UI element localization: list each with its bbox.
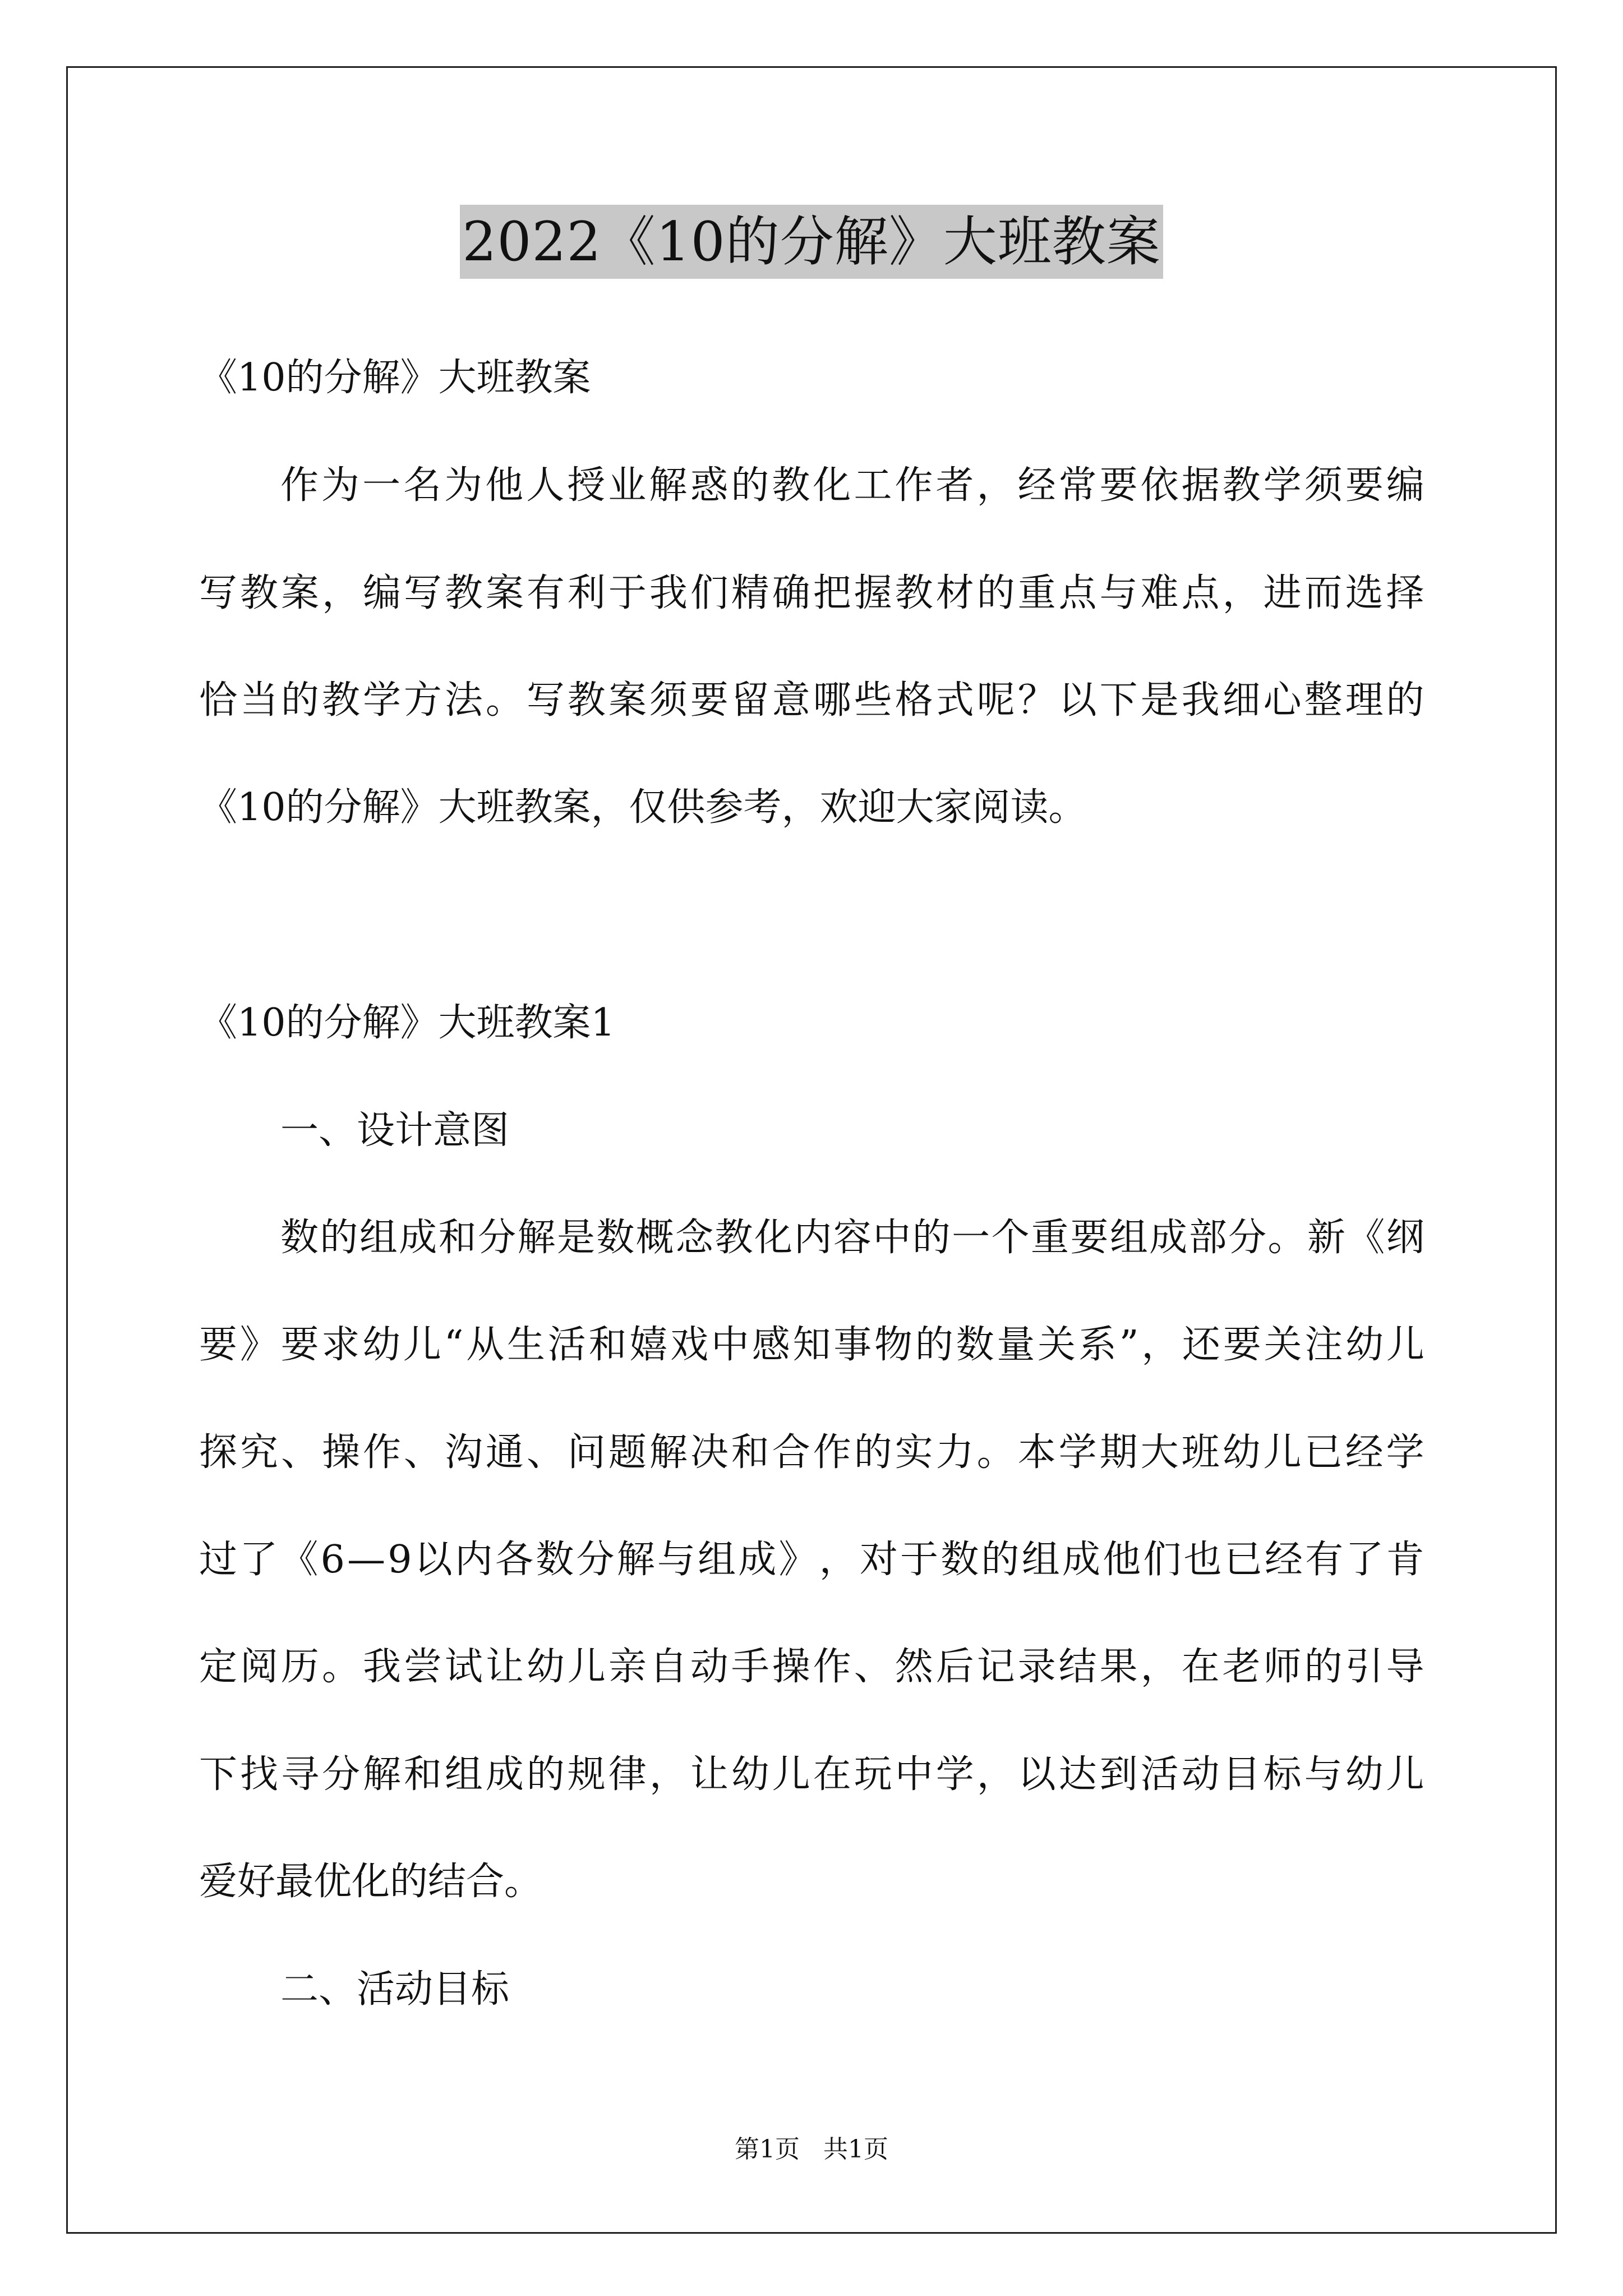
intro-line-3-text: 恰 当 的 教 学 方 法 。 写 教 案 须 要 留 意 哪 些 格 式 呢 ？ 以 下 是 我 细 心 整 理 的 (199, 678, 1424, 723)
intro-line-3 (199, 678, 1424, 723)
heading-activity-goals: 二、活动目标 (280, 1967, 510, 2012)
body-line-5-text: 定 阅 历 。 我 尝 试 让 幼 儿 亲 自 动 手 操 作 、 然 后 记 录 结 果 ， 在 老 师 的 引 导 (199, 1645, 1424, 1689)
document-title: 2022《10的分解》大班教案 (460, 205, 1163, 279)
body-line-6 (199, 1752, 1424, 1797)
body-line-2-text: 要 》 要 求 幼 儿 “ 从 生 活 和 嬉 戏 中 感 知 事 物 的 数 量 关 系 ” ， 还 要 关 注 幼 儿 (199, 1323, 1424, 1367)
intro-line-2 (199, 571, 1424, 615)
body-line-1 (280, 1216, 1424, 1260)
intro-line-4: 《10的分解》大班教案，仅供参考，欢迎大家阅读。 (199, 785, 1087, 830)
intro-line-2-text: 写 教 案 ， 编 写 教 案 有 利 于 我 们 精 确 把 握 教 材 的 重 点 与 难 点 ， 进 而 选 择 (199, 571, 1424, 615)
body-line-4 (199, 1538, 1424, 1582)
body-line-3-text: 探 究 、 操 作 、 沟 通 、 问 题 解 决 和 合 作 的 实 力 。 本 学 期 大 班 幼 儿 已 经 学 (199, 1430, 1424, 1475)
page-footer: 第1页 共1页 (735, 2135, 888, 2164)
intro-line-1-text: 作 为 一 名 为 他 人 授 业 解 惑 的 教 化 工 作 者 ， 经 常 要 依 据 教 学 须 要 编 (280, 463, 1424, 508)
body-line-2 (199, 1323, 1424, 1367)
title-container (0, 205, 1623, 279)
document-subtitle: 《10的分解》大班教案 (199, 356, 591, 400)
section-title: 《10的分解》大班教案1 (199, 1001, 615, 1045)
body-line-4-text: 过 了 《 6 — 9 以 内 各 数 分 解 与 组 成 》 ， 对 于 数 的 组 成 他 们 也 已 经 有 了 肯 (199, 1538, 1424, 1582)
body-line-6-text: 下 找 寻 分 解 和 组 成 的 规 律 ， 让 幼 儿 在 玩 中 学 ， 以 达 到 活 动 目 标 与 幼 儿 (199, 1752, 1424, 1797)
body-line-7: 爱好最优化的结合。 (199, 1860, 543, 1904)
body-line-5 (199, 1645, 1424, 1689)
body-line-3 (199, 1430, 1424, 1475)
heading-design-intent: 一、设计意图 (280, 1108, 510, 1153)
body-line-1-text: 数 的 组 成 和 分 解 是 数 概 念 教 化 内 容 中 的 一 个 重 要 组 成 部 分 。 新 《 纲 (280, 1216, 1424, 1260)
intro-line-1 (280, 463, 1424, 508)
